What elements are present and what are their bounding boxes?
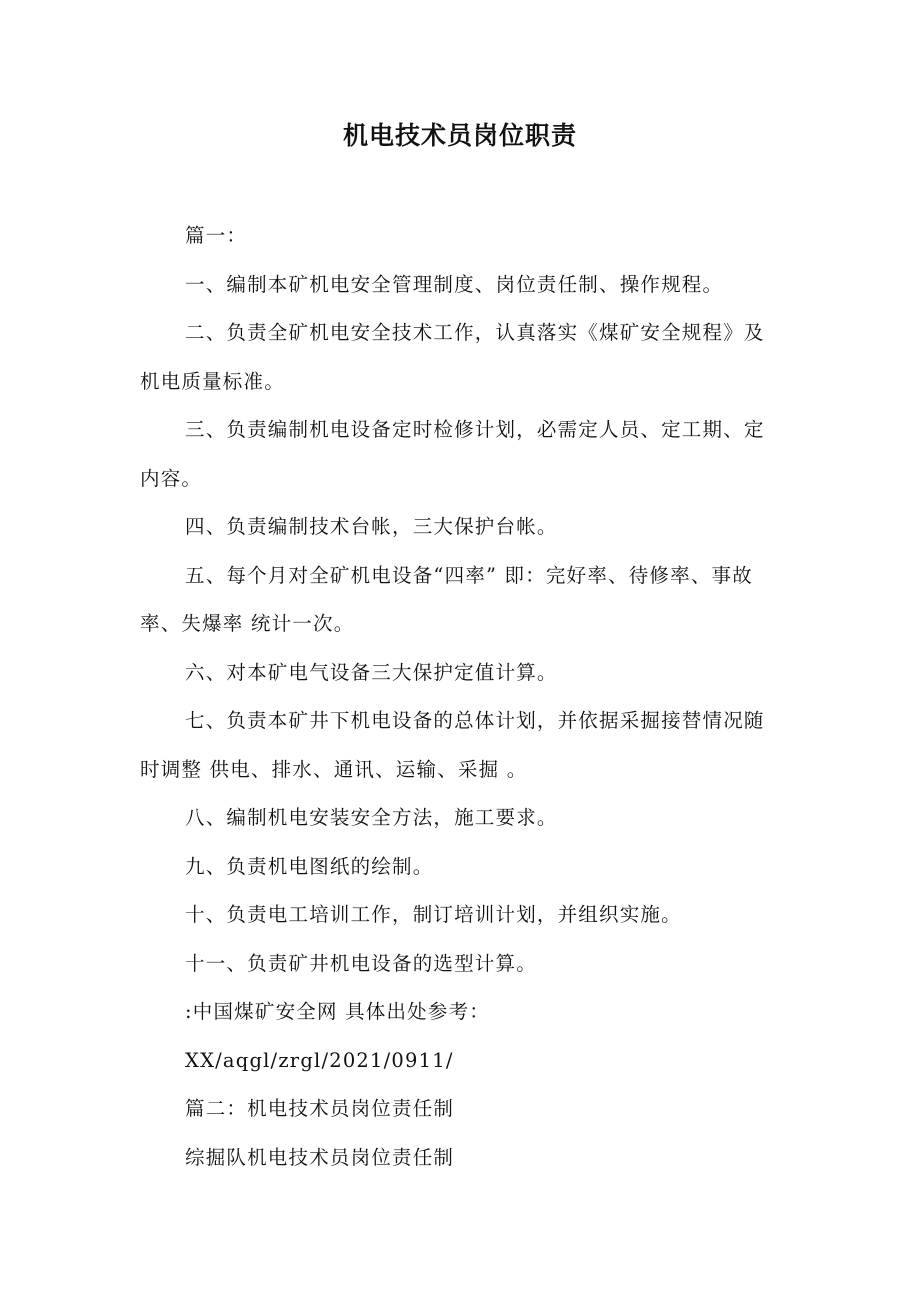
document-title: 机电技术员岗位职责 <box>342 121 577 150</box>
paragraph-item-7: 七、负责本矿井下机电设备的总体计划，并依据采掘接替情况随时调整 供电、排水、通讯、运输、采掘 。 <box>140 709 765 781</box>
paragraph-item-11: 十一、负责矿井机电设备的选型计算。 <box>185 951 537 975</box>
section-two-subheading: 综掘队机电技术员岗位责任制 <box>185 1145 455 1169</box>
paragraph-item-3: 三、负责编制机电设备定时检修计划，必需定人员、定工期、定内容。 <box>140 418 765 490</box>
paragraph-item-10: 十、负责电工培训工作，制订培训计划，并组织实施。 <box>185 903 682 926</box>
paragraph-item-4: 四、负责编制技术台帐，三大保护台帐。 <box>185 515 558 538</box>
paragraph-section-label: 篇一： <box>185 224 248 247</box>
paragraph-item-2: 二、负责全矿机电安全技术工作，认真落实《煤矿安全规程》及机电质量标准。 <box>140 321 765 393</box>
document-body <box>140 212 785 1182</box>
paragraph-item-9: 九、负责机电图纸的绘制。 <box>185 854 434 878</box>
source-note: :中国煤矿安全网 具体出处参考： <box>185 1000 490 1023</box>
paragraph-item-6: 六、对本矿电气设备三大保护定值计算。 <box>185 660 558 684</box>
paragraph-item-1: 一、编制本矿机电安全管理制度、岗位责任制、操作规程。 <box>185 272 724 296</box>
paragraph-item-5: 五、每个月对全矿机电设备“四率” 即：完好率、待修率、事故率、失爆率 统计一次。 <box>140 563 753 635</box>
section-two-heading: 篇二：机电技术员岗位责任制 <box>185 1097 455 1120</box>
source-url: XX/aqgl/zrgl/2021/0911/ <box>185 1048 454 1072</box>
paragraph-item-8: 八、编制机电安装安全方法，施工要求。 <box>185 806 558 829</box>
